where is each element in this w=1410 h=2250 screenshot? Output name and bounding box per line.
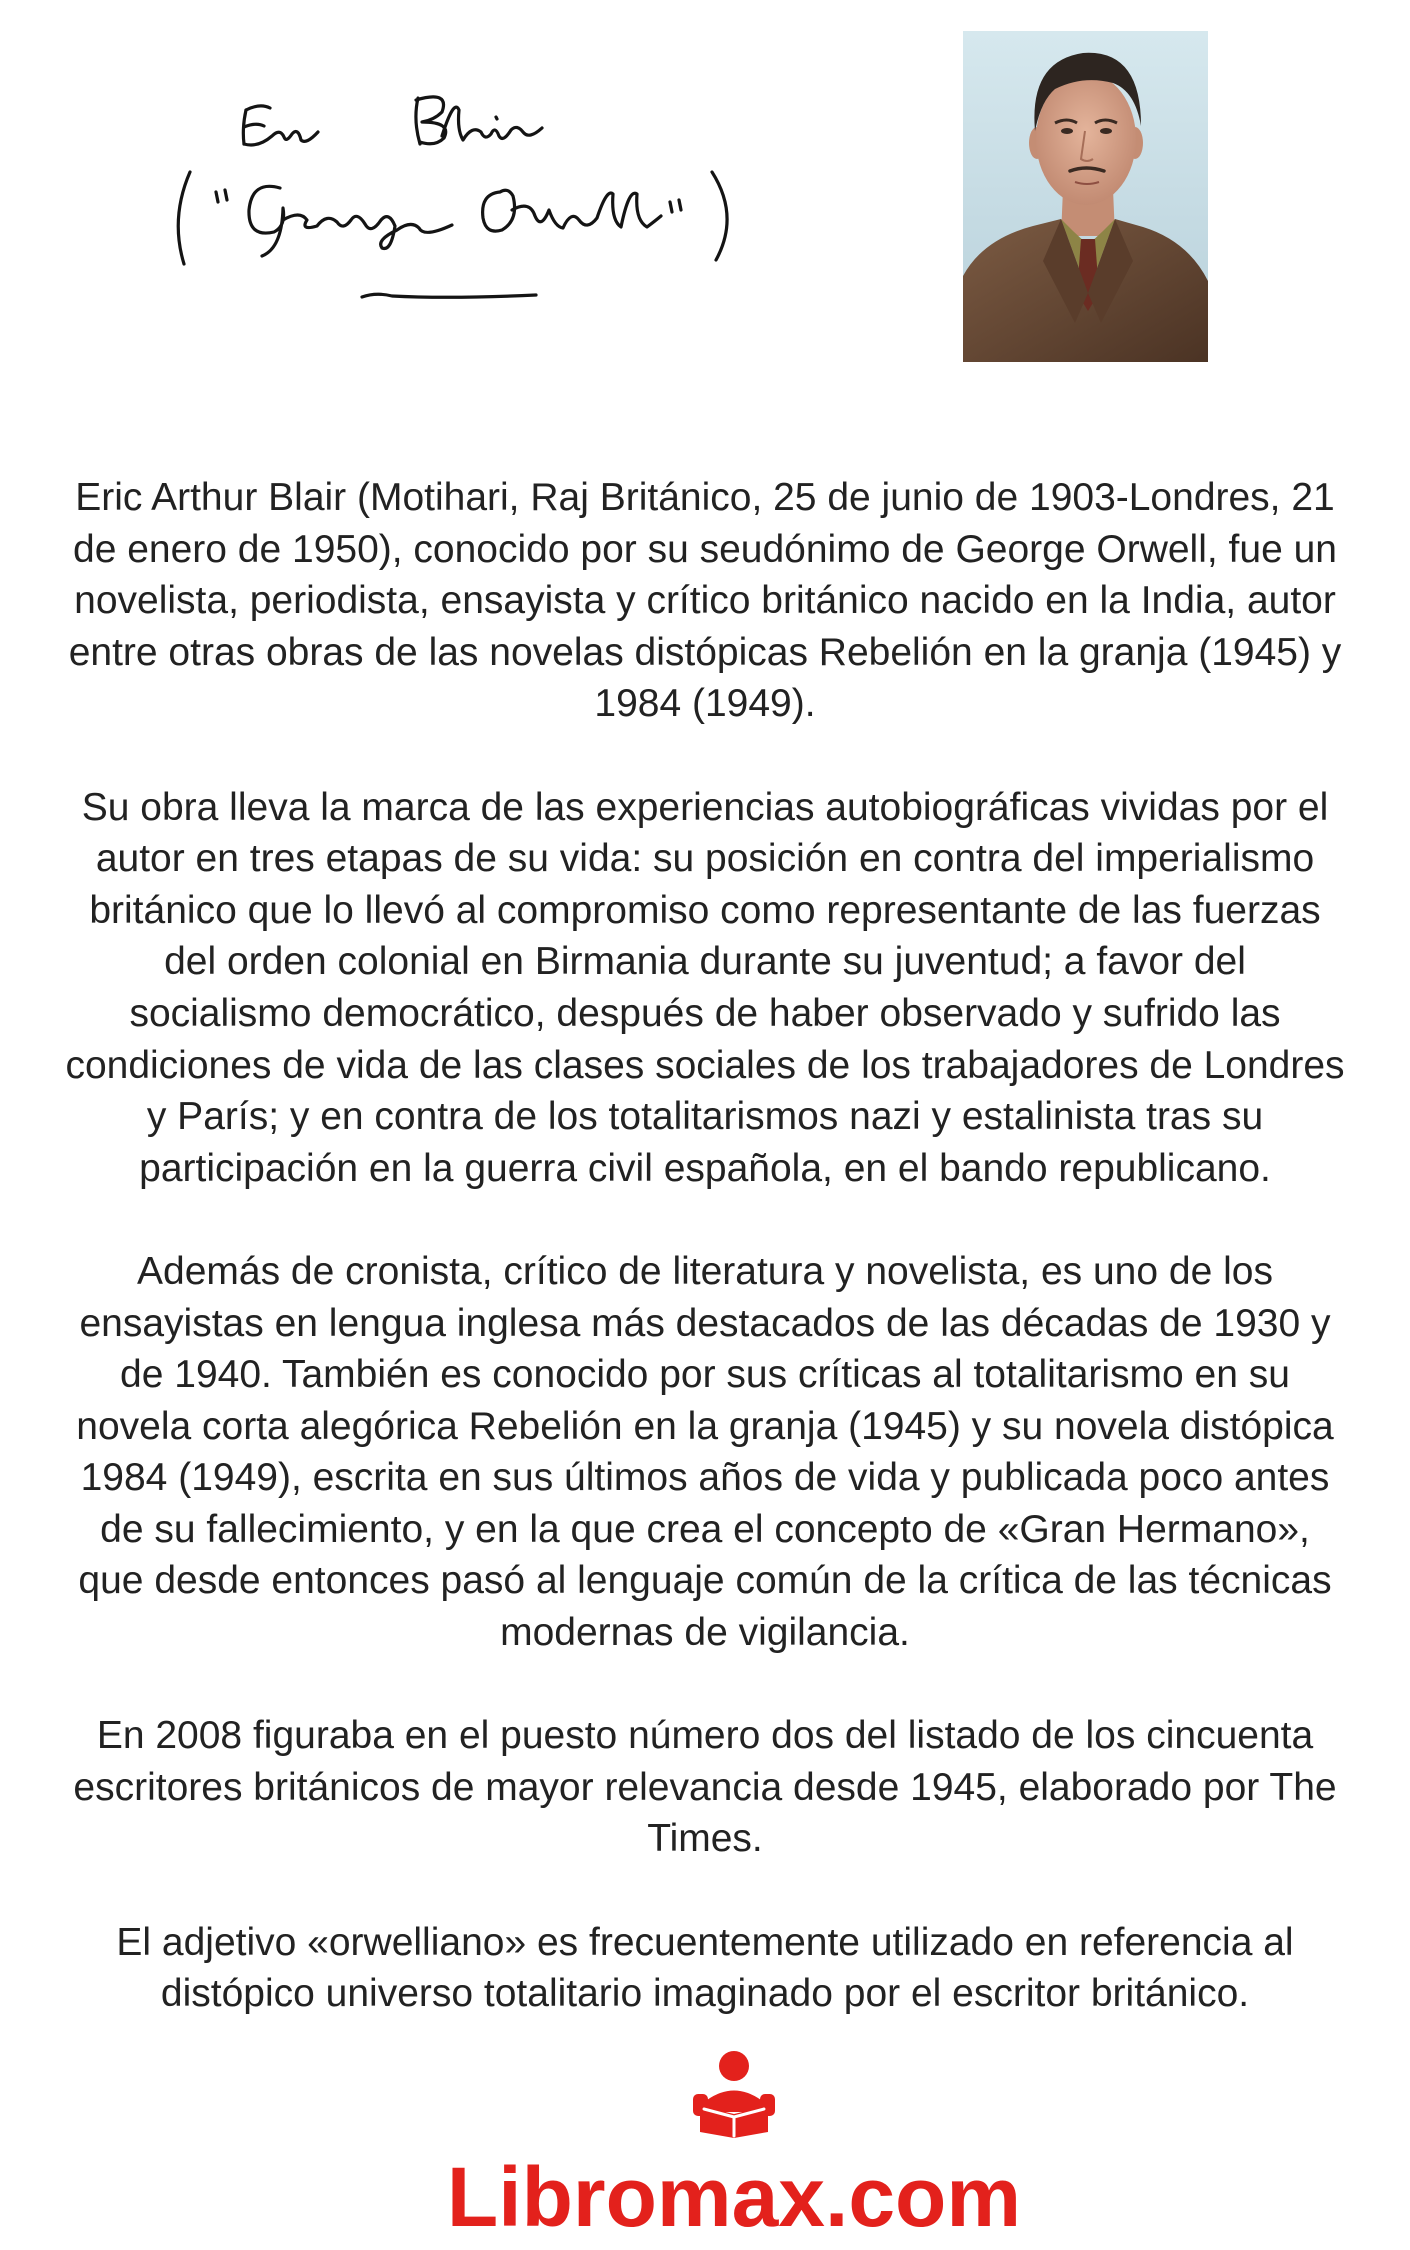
signature-stroke [216, 192, 218, 202]
text-line: de su fallecimiento, y en la que crea el concepto de «Gran Hermano», [100, 1507, 1310, 1551]
bio-text [0, 472, 1410, 2020]
text-line: ensayistas en lengua inglesa más destacados de las décadas de 1930 y [79, 1301, 1331, 1345]
text-line: El adjetivo «orwelliano» es frecuentemente utilizado en referencia al [116, 1920, 1294, 1964]
text-line: Times. [647, 1817, 763, 1861]
text-line: de 1940. También es conocido por sus críticas al totalitarismo en su [120, 1353, 1290, 1397]
signature [150, 70, 770, 330]
signature-stroke [362, 294, 536, 297]
text-line: socialismo democrático, después de haber observado y sufrido las [129, 991, 1281, 1035]
signature-stroke [283, 215, 452, 249]
signature-stroke [244, 124, 264, 127]
text-line: autor en tres etapas de su vida: su posición en contra del imperialismo [95, 837, 1315, 881]
signature-stroke [442, 107, 542, 140]
signature-stroke [225, 190, 227, 200]
bio-paragraph [0, 472, 1410, 730]
bio-paragraph [0, 1710, 1410, 1865]
text-line: Eric Arthur Blair (Motihari, Raj Británico, 25 de junio de 1903-Londres, 21 [75, 476, 1335, 519]
text-line: del orden colonial en Birmania durante su juventud; a favor del [164, 940, 1246, 984]
text-line: británico que lo llevó al compromiso como representante de las fuerzas [89, 888, 1321, 932]
brand-name: Libromax.com [446, 2150, 1022, 2244]
signature-stroke [496, 117, 497, 119]
text-line: condiciones de vida de las clases sociales de los trabajadores de Londres [65, 1043, 1345, 1087]
signature-stroke [712, 172, 727, 260]
text-line: Su obra lleva la marca de las experiencias autobiográficas vividas por el [81, 785, 1329, 829]
bio-paragraph [0, 782, 1410, 1195]
signature-stroke [679, 200, 681, 210]
signature-stroke [483, 190, 515, 231]
signature-stroke [670, 202, 672, 212]
text-line: distópico universo totalitario imaginado por el escritor británico. [160, 1972, 1250, 2016]
text-line: escritores británicos de mayor relevancia desde 1945, elaborado por The [73, 1765, 1337, 1809]
text-line: modernas de vigilancia. [500, 1611, 910, 1655]
signature-stroke [178, 172, 190, 264]
reader-book-icon [692, 2050, 776, 2138]
signature-stroke [244, 132, 318, 145]
portrait-photo [963, 31, 1208, 362]
signature-stroke [512, 193, 661, 228]
signature-stroke [246, 106, 270, 110]
text-line: En 2008 figuraba en el puesto número dos del listado de los cincuenta [96, 1714, 1314, 1758]
text-line: novelista, periodista, ensayista y crítico británico nacido en la India, autor [74, 579, 1336, 623]
bio-paragraph [0, 1246, 1410, 1659]
text-line: de enero de 1950), conocido por su seudónimo de George Orwell, fue un [73, 527, 1337, 571]
text-line: 1984 (1949). [594, 682, 816, 726]
signature-stroke [416, 98, 420, 144]
signature-stroke [249, 186, 284, 256]
text-line: novela corta alegórica Rebelión en la granja (1945) y su novela distópica [76, 1404, 1334, 1448]
text-line: participación en la guerra civil española, en el bando republicano. [139, 1146, 1271, 1190]
text-line: 1984 (1949), escrita en sus últimos años de vida y publicada poco antes [80, 1456, 1330, 1500]
text-line: y París; y en contra de los totalitarismos nazi y estalinista tras su [146, 1095, 1264, 1139]
text-line: entre otras obras de las novelas distópicas Rebelión en la granja (1945) y [68, 630, 1342, 674]
text-line: que desde entonces pasó al lenguaje común de la crítica de las técnicas [78, 1559, 1332, 1603]
bio-paragraph [0, 1917, 1410, 2020]
text-line: Además de cronista, crítico de literatura y novelista, es uno de los [137, 1249, 1273, 1293]
